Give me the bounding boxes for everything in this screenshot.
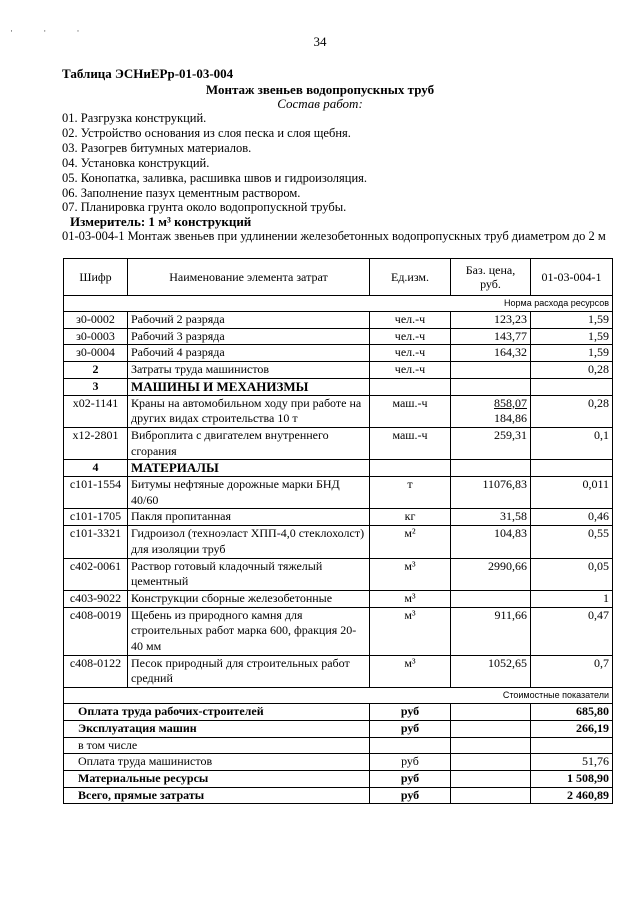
cell-unit: чел.-ч (370, 328, 451, 345)
table-row (64, 312, 613, 329)
table-row (64, 345, 613, 362)
cost-row-value: 1 508,90 (531, 770, 613, 787)
cell-code: с101-3321 (64, 526, 128, 558)
cell-norm: 1,59 (531, 312, 613, 329)
cell-price: 259,31 (451, 427, 531, 459)
section-row (64, 460, 613, 477)
page-number: 34 (313, 34, 327, 49)
cell-name: Щебень из природного камня для строительных работ марка 600, фракция 20-40 мм (128, 607, 370, 655)
cost-row-unit: руб (370, 720, 451, 737)
cell-name: Гидроизол (техноэласт ХПП-4,0 стеклохолст) для изоляции труб (128, 526, 370, 558)
cost-row-label: в том числе (64, 737, 370, 754)
header-norm: 01-03-004-1 (531, 259, 613, 296)
table-row (64, 607, 613, 655)
cell-name: Виброплита с двигателем внутреннего сгорания (128, 427, 370, 459)
cell-unit: чел.-ч (370, 345, 451, 362)
operations-list (62, 111, 367, 215)
cell-code: х12-2801 (64, 427, 128, 459)
cost-row-label: Всего, прямые затраты (64, 787, 370, 804)
cell-norm: 0,7 (531, 655, 613, 687)
cost-row (64, 704, 613, 721)
header-unit: Ед.изм. (370, 259, 451, 296)
cell-price: 1052,65 (451, 655, 531, 687)
cell-name: Конструкции сборные железобетонные (128, 590, 370, 607)
table-row (64, 655, 613, 687)
cell-unit: т (370, 477, 451, 509)
cell-name: Рабочий 3 разряда (128, 328, 370, 345)
scan-specks: · · · (10, 26, 94, 36)
operation-item: 03. Разогрев битумных материалов. (62, 140, 252, 155)
cost-label-row (64, 688, 613, 704)
cell-norm: 0,47 (531, 607, 613, 655)
cost-row (64, 720, 613, 737)
cell-norm: 0,1 (531, 427, 613, 459)
resource-table (63, 258, 613, 804)
cell-price: 11076,83 (451, 477, 531, 509)
section-name: МАТЕРИАЛЫ (128, 460, 370, 477)
table-row (64, 590, 613, 607)
section-row (64, 378, 613, 395)
cost-row-label: Эксплуатация машин (64, 720, 370, 737)
cost-row-value: 51,76 (531, 754, 613, 771)
price-value-secondary: 184,86 (494, 411, 527, 426)
cell-code: с403-9022 (64, 590, 128, 607)
cell-price (451, 590, 531, 607)
cell-price (451, 362, 531, 379)
cell-price: 2990,66 (451, 558, 531, 590)
cell-code: х02-1141 (64, 395, 128, 427)
cost-row-value: 2 460,89 (531, 787, 613, 804)
operation-item: 04. Установка конструкций. (62, 155, 210, 170)
table-row (64, 558, 613, 590)
price-value: 858,07 (494, 395, 527, 410)
cell-norm: 1,59 (531, 328, 613, 345)
cell-name: Битумы нефтяные дорожные марки БНД 40/60 (128, 477, 370, 509)
cell-code: с101-1705 (64, 509, 128, 526)
cost-row-unit: руб (370, 787, 451, 804)
cell-norm: 0,55 (531, 526, 613, 558)
cell-unit: кг (370, 509, 451, 526)
cell-name: Краны на автомобильном ходу при работе на других видах строительства 10 т (128, 395, 370, 427)
header-price: Баз. цена, руб. (451, 259, 531, 296)
operation-item: 05. Конопатка, заливка, расшивка швов и гидроизоляция. (62, 170, 368, 185)
cost-row-unit: руб (370, 754, 451, 771)
cost-row-value: 266,19 (531, 720, 613, 737)
norm-label: Норма расхода ресурсов (64, 296, 613, 312)
cell-code: з0-0002 (64, 312, 128, 329)
cost-row (64, 787, 613, 804)
cost-row (64, 754, 613, 771)
cost-row-label: Оплата труда рабочих-строителей (64, 704, 370, 721)
cell-unit: маш.-ч (370, 427, 451, 459)
cell-norm: 0,05 (531, 558, 613, 590)
cell-name: Раствор готовый кладочный тяжелый цементный (128, 558, 370, 590)
cell-unit: м³ (370, 558, 451, 590)
cell-code: 2 (64, 362, 128, 379)
table-row (64, 526, 613, 558)
cost-row-unit: руб (370, 704, 451, 721)
cell-unit: чел.-ч (370, 362, 451, 379)
cell-price: 164,32 (451, 345, 531, 362)
cost-label: Стоимостные показатели (64, 688, 613, 704)
cell-unit: м³ (370, 607, 451, 655)
cell-code: с408-0019 (64, 607, 128, 655)
cost-row (64, 737, 613, 754)
cost-row-label: Оплата труда машинистов (64, 754, 370, 771)
cell-code: с101-1554 (64, 477, 128, 509)
cell-norm: 0,28 (531, 362, 613, 379)
cell-name: Рабочий 4 разряда (128, 345, 370, 362)
table-row (64, 328, 613, 345)
cost-row-label: Материальные ресурсы (64, 770, 370, 787)
cell-code: с402-0061 (64, 558, 128, 590)
heading: Монтаж звеньев водопропускных труб (205, 82, 435, 97)
operation-item: 07. Планировка грунта около водопропускной трубы. (62, 200, 347, 215)
cell-norm: 1,59 (531, 345, 613, 362)
header-name: Наименование элемента затрат (128, 259, 370, 296)
cell-name: Пакля пропитанная (128, 509, 370, 526)
cell-norm: 0,011 (531, 477, 613, 509)
operation-item: 06. Заполнение пазух цементным раствором. (62, 185, 301, 200)
cell-name: Песок природный для строительных работ средний (128, 655, 370, 687)
section-name: МАШИНЫ И МЕХАНИЗМЫ (128, 378, 370, 395)
cell-norm: 0,46 (531, 509, 613, 526)
cell-norm: 1 (531, 590, 613, 607)
table-title: Таблица ЭСНиЕРр-01-03-004 (62, 66, 234, 81)
cell-unit: м³ (370, 590, 451, 607)
cost-row-unit (370, 737, 451, 754)
composition-heading: Состав работ: (277, 96, 363, 111)
cost-row-value: 685,80 (531, 704, 613, 721)
section-code: 4 (64, 460, 128, 477)
cell-unit: м³ (370, 655, 451, 687)
cell-price: 123,23 (451, 312, 531, 329)
header-code: Шифр (64, 259, 128, 296)
description: 01-03-004-1 Монтаж звеньев при удлинении железобетонных водопропускных труб диаметром до 2 м (62, 229, 606, 243)
table-row (64, 395, 613, 427)
cell-code: з0-0004 (64, 345, 128, 362)
cell-price: 911,66 (451, 607, 531, 655)
cell-code: с408-0122 (64, 655, 128, 687)
cell-code: з0-0003 (64, 328, 128, 345)
cell-unit: маш.-ч (370, 395, 451, 427)
table-row (64, 477, 613, 509)
cell-price (451, 395, 531, 427)
table-row (64, 362, 613, 379)
cell-price: 104,83 (451, 526, 531, 558)
operation-item: 01. Разгрузка конструкций. (62, 111, 207, 125)
section-code: 3 (64, 378, 128, 395)
table-row (64, 509, 613, 526)
cell-norm: 0,28 (531, 395, 613, 427)
cell-name: Затраты труда машинистов (128, 362, 370, 379)
cell-unit: м² (370, 526, 451, 558)
cell-name: Рабочий 2 разряда (128, 312, 370, 329)
table-header-row (64, 259, 613, 296)
cost-row-value (531, 737, 613, 754)
table-row (64, 427, 613, 459)
cell-price: 143,77 (451, 328, 531, 345)
cost-row-unit: руб (370, 770, 451, 787)
operation-item: 02. Устройство основания из слоя песка и слоя щебня. (62, 125, 351, 140)
cell-price: 31,58 (451, 509, 531, 526)
norm-label-row (64, 296, 613, 312)
measurement: Измеритель: 1 м³ конструкций (70, 214, 252, 229)
cost-row (64, 770, 613, 787)
cell-unit: чел.-ч (370, 312, 451, 329)
